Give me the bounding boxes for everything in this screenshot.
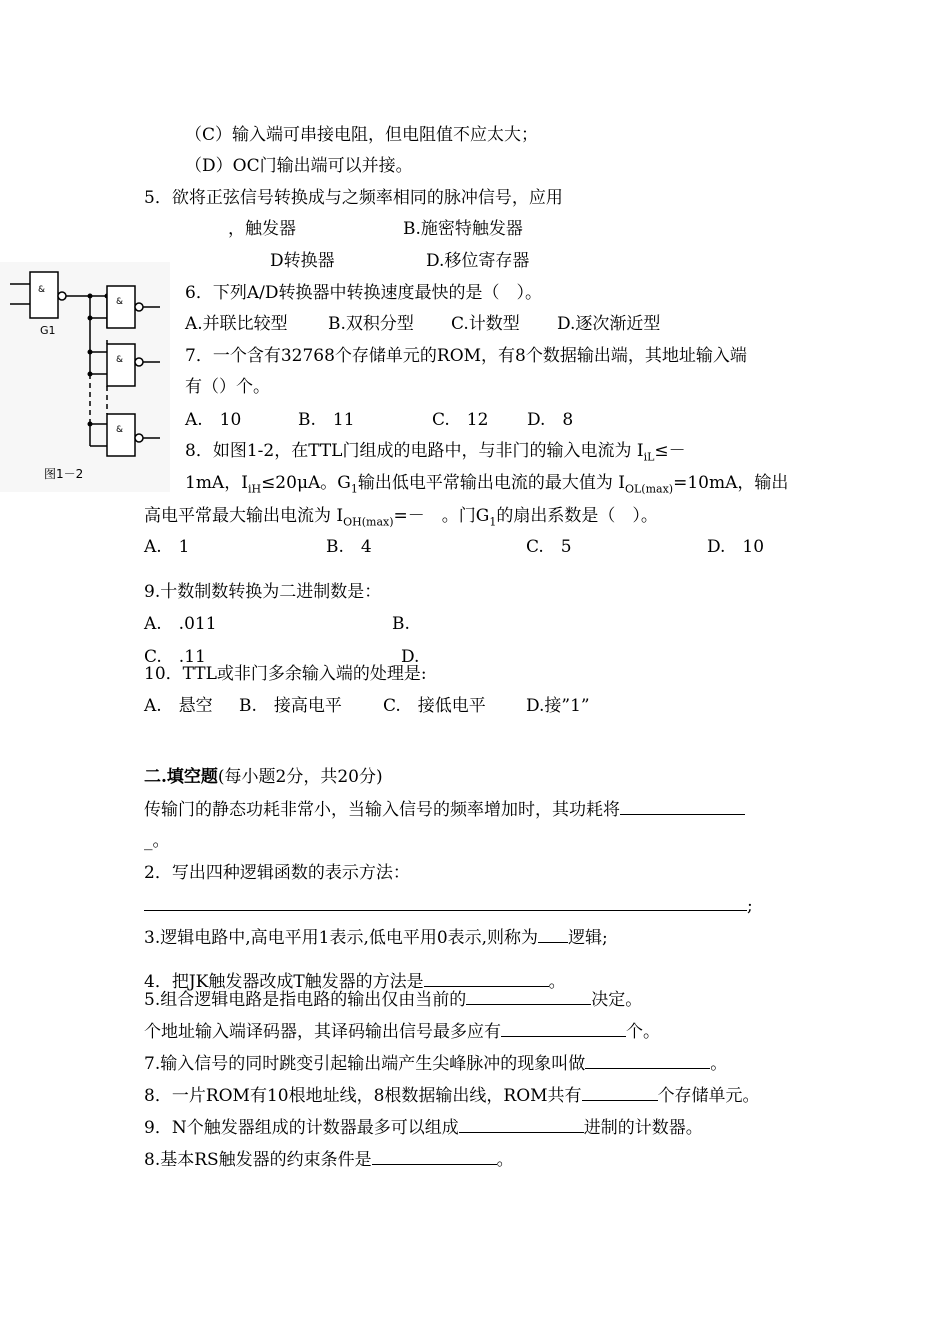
fill-q8-blank[interactable] [582, 1084, 658, 1101]
fill-q8: 8．一片ROM有10根地址线，8根数据输出线，ROM共有 个存储单元。 [144, 1086, 760, 1106]
q9-option-a: A. .011 [144, 614, 217, 634]
g1-label: G1 [40, 324, 56, 337]
q8-option-d: D. 10 [707, 537, 765, 557]
q7-option-b: B. 11 [298, 410, 355, 430]
q7-stem-line1: 7．一个含有32768个存储单元的ROM，有8个数据输出端，其地址输入端 [185, 346, 747, 366]
q10-option-d: D.接”1” [526, 696, 590, 716]
fill-q9-blank[interactable] [459, 1116, 584, 1133]
q6-option-d: D.逐次渐近型 [557, 314, 661, 334]
q6-option-a: A.并联比较型 [185, 314, 288, 334]
q8-option-b: B. 4 [326, 537, 372, 557]
fill-q2-blank[interactable] [144, 894, 747, 911]
fill-q2: 2．写出四种逻辑函数的表示方法： [144, 863, 410, 883]
q10-option-c: C. 接低电平 [383, 696, 486, 716]
fill-q6-blank[interactable] [501, 1020, 626, 1037]
fill-q2-answer-line: ; [144, 894, 753, 917]
fill-q5-blank[interactable] [466, 988, 591, 1005]
q7-stem-line2: 有（）个。 [185, 377, 270, 397]
q5-option-c: D转换器 [270, 251, 335, 271]
q8-option-c: C. 5 [526, 537, 572, 557]
q10-stem: 10．TTL或非门多余输入端的处理是: [144, 664, 427, 684]
fill-q4-blank[interactable] [424, 970, 549, 987]
q8-stem-line1: 8．如图1-2，在TTL门组成的电路中，与非门的输入电流为 $I_{iL}\le-$ [185, 441, 686, 464]
fill-q9: 9．N个触发器组成的计数器最多可以组成 进制的计数器。 [144, 1118, 703, 1138]
q5-option-a: ，触发器 [228, 219, 296, 239]
q9-stem: 9.十数制数转换为二进制数是： [144, 582, 382, 602]
q4-option-d: （D）OC门输出端可以并接。 [185, 156, 413, 176]
q8-stem-line2: 1mA，$I_{iH}\le 20\mu A$。$G_1$输出低电平常输出电流的最大值为 $I_{OL(max)}=10mA$，输出 [185, 473, 789, 496]
q7-option-d: D. 8 [527, 410, 574, 430]
q5-option-d: D.移位寄存器 [426, 251, 530, 271]
fill-q4: 4．把JK触发器改成T触发器的方法是 。 [144, 972, 566, 992]
q10-option-b: B. 接高电平 [239, 696, 342, 716]
q4-option-c: （C）输入端可串接电阻，但电阻值不应太大； [185, 125, 539, 145]
gate-circuit-diagram [0, 262, 170, 492]
q9-option-b: B. [392, 614, 410, 634]
fill-q10: 8.基本RS触发器的约束条件是 。 [144, 1150, 514, 1170]
q8-option-a: A. 1 [144, 537, 190, 557]
section2-heading [144, 766, 383, 788]
fill-q7: 7.输入信号的同时跳变引起输出端产生尖峰脉冲的现象叫做 。 [144, 1054, 728, 1074]
fill-q7-blank[interactable] [585, 1052, 710, 1069]
q6-option-b: B.双积分型 [328, 314, 414, 334]
figure-caption: 图1－2 [44, 467, 84, 481]
q6-stem: 6．下列A/D转换器中转换速度最快的是（ ）。 [185, 283, 542, 303]
q5-stem: 5．欲将正弦信号转换成与之频率相同的脉冲信号，应用 [144, 188, 563, 208]
q8-stem-line3: 高电平常最大输出电流为 $I_{OH(max)}=-$ 。门$G_1$的扇出系数是（ ）。 [144, 506, 658, 529]
fill-q10-blank[interactable] [372, 1148, 497, 1165]
q5-option-b: B.施密特触发器 [403, 219, 523, 239]
svg-text:&: & [116, 355, 124, 365]
fill-q3-blank[interactable] [538, 926, 568, 943]
fill-q1: 传输门的静态功耗非常小，当输入信号的频率增加时，其功耗将 [144, 798, 745, 821]
fill-q3: 3.逻辑电路中,高电平用1表示,低电平用0表示,则称为 逻辑; [144, 928, 608, 948]
fill-q1-blank[interactable] [620, 798, 745, 815]
fill-q5: 5.组合逻辑电路是指电路的输出仅由当前的 决定。 [144, 990, 643, 1010]
q7-option-c: C. 12 [432, 410, 489, 430]
q10-option-a: A. 悬空 [144, 696, 213, 716]
g1-symbol: & [38, 285, 46, 295]
q9-option-d: D. [401, 647, 420, 667]
q7-option-a: A. 10 [185, 410, 242, 430]
q6-option-c: C.计数型 [451, 314, 520, 334]
q9-option-c: C. .11 [144, 647, 206, 667]
section2-note: (每小题2分，共20分) [217, 767, 383, 787]
svg-text:&: & [116, 297, 124, 307]
fill-q6: 个地址输入端译码器，其译码输出信号最多应有 个。 [144, 1022, 660, 1042]
section2-title: 二.填空题 [144, 767, 218, 787]
svg-text:&: & [116, 425, 124, 435]
figure-1-2 [0, 262, 170, 492]
fill-q1-tail: _。 [144, 831, 170, 851]
